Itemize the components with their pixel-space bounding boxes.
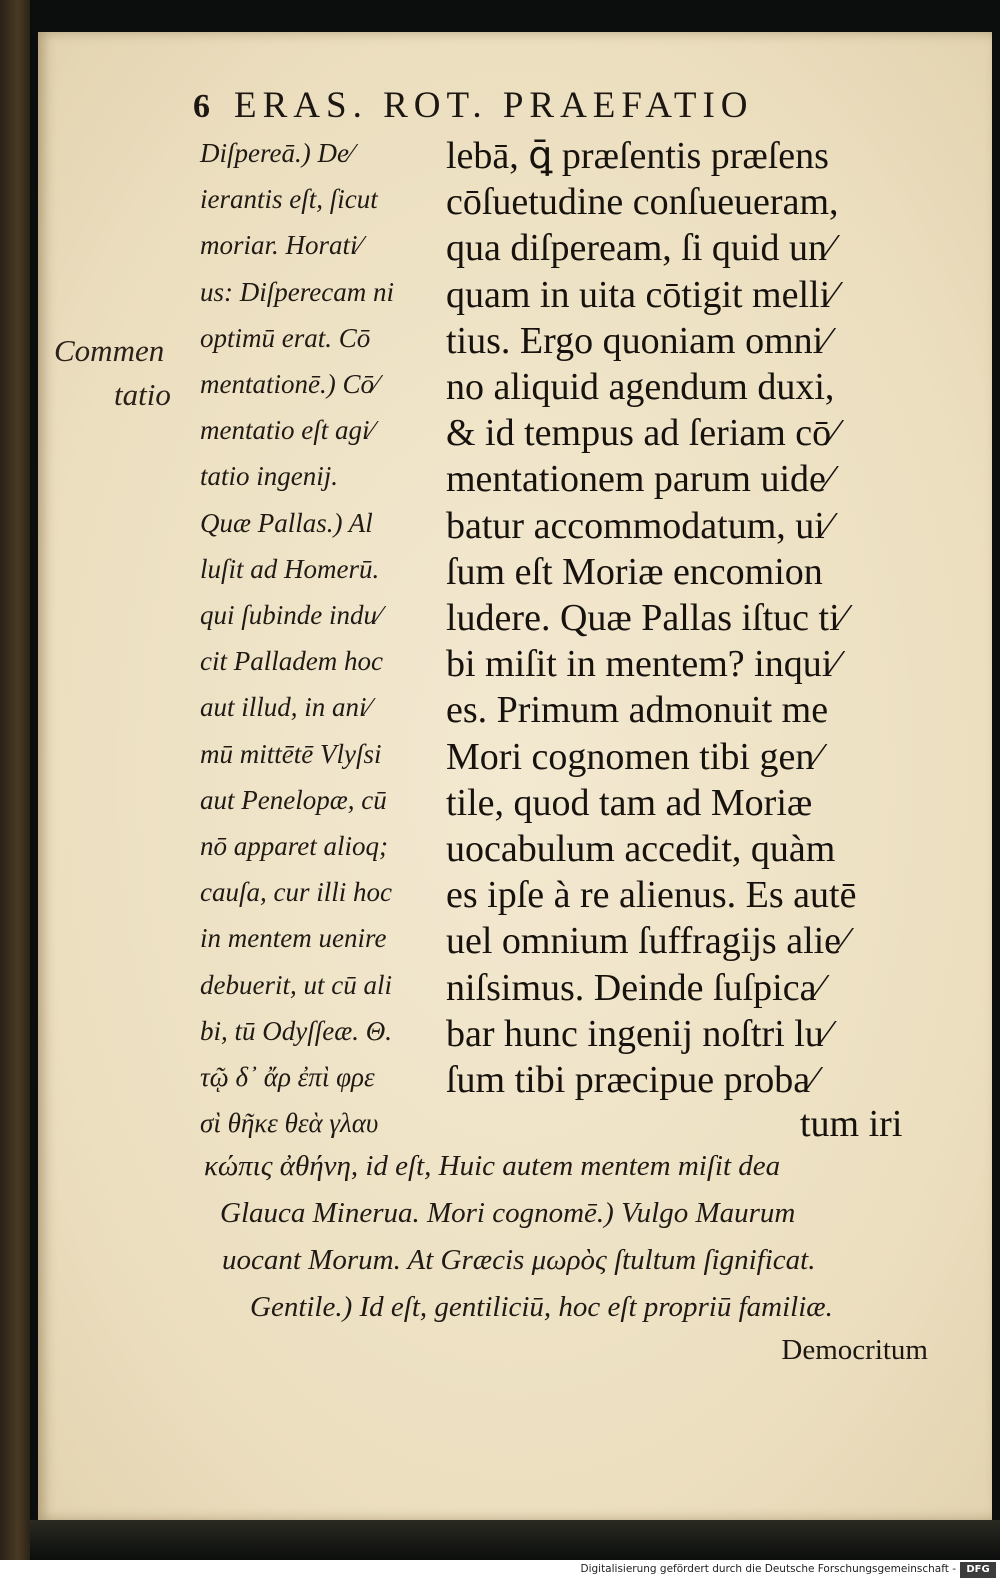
main-text-line: niſsimus. Deinde ſuſpica⁄ (446, 966, 823, 1009)
main-text-line: bar hunc ingenij noſtri lu⁄ (446, 1012, 831, 1055)
gloss-line: nō apparet alioq; (200, 831, 388, 861)
main-text-line: ſum eſt Moriæ encomion (446, 550, 823, 593)
gloss-line: bi, tū Odyſſeæ. Θ. (200, 1015, 392, 1046)
gloss-line: qui ſubinde indu⁄ (200, 600, 382, 630)
main-text-line: es. Primum admonuit me (446, 689, 829, 732)
gloss-line: moriar. Horati⁄ (200, 230, 363, 261)
running-head (193, 84, 754, 127)
catchword: Democritum (781, 1334, 928, 1366)
gloss-line: mentatio eſt agi⁄ (200, 415, 374, 446)
page-bottom-edge (30, 1520, 1000, 1560)
main-text-line: Mori cognomen tibi gen⁄ (446, 735, 821, 778)
digitization-footer (0, 1560, 1000, 1582)
running-title: ERAS. ROT. PRAEFATIO (234, 85, 754, 126)
gloss-line: tatio ingenij. (200, 461, 338, 492)
gloss-line: cit Palladem hoc (200, 646, 383, 677)
full-width-line: κώπις ἀθήνη, id eſt, Huic autem mentem miſit dea (204, 1150, 781, 1182)
page-number: 6 (193, 88, 216, 125)
gloss-line: σὶ θῆκε θεὰ γλαυ (200, 1108, 379, 1139)
gloss-line: aut illud, in ani⁄ (200, 692, 372, 723)
main-text-line: & id tempus ad ſeriam cō⁄ (446, 412, 838, 455)
main-text-line: uocabulum accedit, quàm (446, 828, 836, 870)
main-text-line: lebā, ꝗ̄ præſentis præſens (446, 135, 829, 177)
main-text-line: bi miſit in mentem? inqui⁄ (446, 643, 839, 686)
book-spine (0, 0, 30, 1560)
gloss-line: Quæ Pallas.) Al (200, 507, 373, 538)
gloss-line: mū mittētē Vlyſsi (200, 738, 382, 769)
main-text-line: tius. Ergo quoniam omni⁄ (446, 319, 830, 362)
full-width-line: Glauca Minerua. Mori cognomē.) Vulgo Maurum (220, 1197, 796, 1229)
side-note-line: Commen (54, 333, 165, 368)
main-text-line: ludere. Quæ Pallas iſtuc ti⁄ (446, 597, 847, 639)
main-text-line: cōſuetudine conſueueram, (446, 181, 839, 224)
gloss-line: debuerit, ut cū ali (200, 969, 392, 1000)
gloss-line: luſit ad Homerū. (200, 553, 380, 584)
main-text-line: uel omnium ſuffragijs alie⁄ (446, 920, 848, 963)
gloss-line: Diſpereā.) De⁄ (200, 138, 354, 168)
main-text-line: mentationem parum uide⁄ (446, 458, 833, 501)
gloss-line: ierantis eſt, ſicut (200, 184, 378, 215)
gloss-line: mentationē.) Cō⁄ (200, 369, 379, 399)
footer-credit: Digitalisierung gefördert durch die Deutsche Forschungsgemeinschaft - (580, 1563, 956, 1575)
gloss-line: τῷ δ᾽ ἄρ ἐπὶ φρε (200, 1062, 375, 1092)
gloss-line: aut Penelopæ, cū (200, 784, 387, 815)
main-text-line: no aliquid agendum duxi, (446, 366, 835, 408)
main-text-last-line: tum iri (800, 1103, 903, 1145)
gloss-line: us: Diſperecam ni (200, 276, 394, 307)
side-note-line: tatio (114, 377, 171, 412)
gloss-line: in mentem uenire (200, 923, 387, 954)
full-width-line: Gentile.) Id eſt, gentiliciū, hoc eſt propriū familiæ. (250, 1291, 833, 1323)
main-text-line: qua diſpeream, ſi quid un⁄ (446, 227, 834, 270)
main-text-line: es ipſe à re alienus. Es autē (446, 874, 857, 917)
gloss-line: optimū erat. Cō (200, 322, 371, 353)
dfg-logo: DFG (960, 1562, 996, 1578)
main-text-line: quam in uita cōtigit melli⁄ (446, 273, 837, 316)
main-text-line: ſum tibi præcipue proba⁄ (446, 1059, 817, 1101)
full-width-line: uocant Morum. At Græcis μωρὸς ſtultum ſignificat. (222, 1244, 816, 1276)
main-text-line: tile, quod tam ad Moriæ (446, 781, 813, 824)
gloss-line: cauſa, cur illi hoc (200, 877, 392, 908)
main-text-line: batur accommodatum, ui⁄ (446, 504, 832, 547)
